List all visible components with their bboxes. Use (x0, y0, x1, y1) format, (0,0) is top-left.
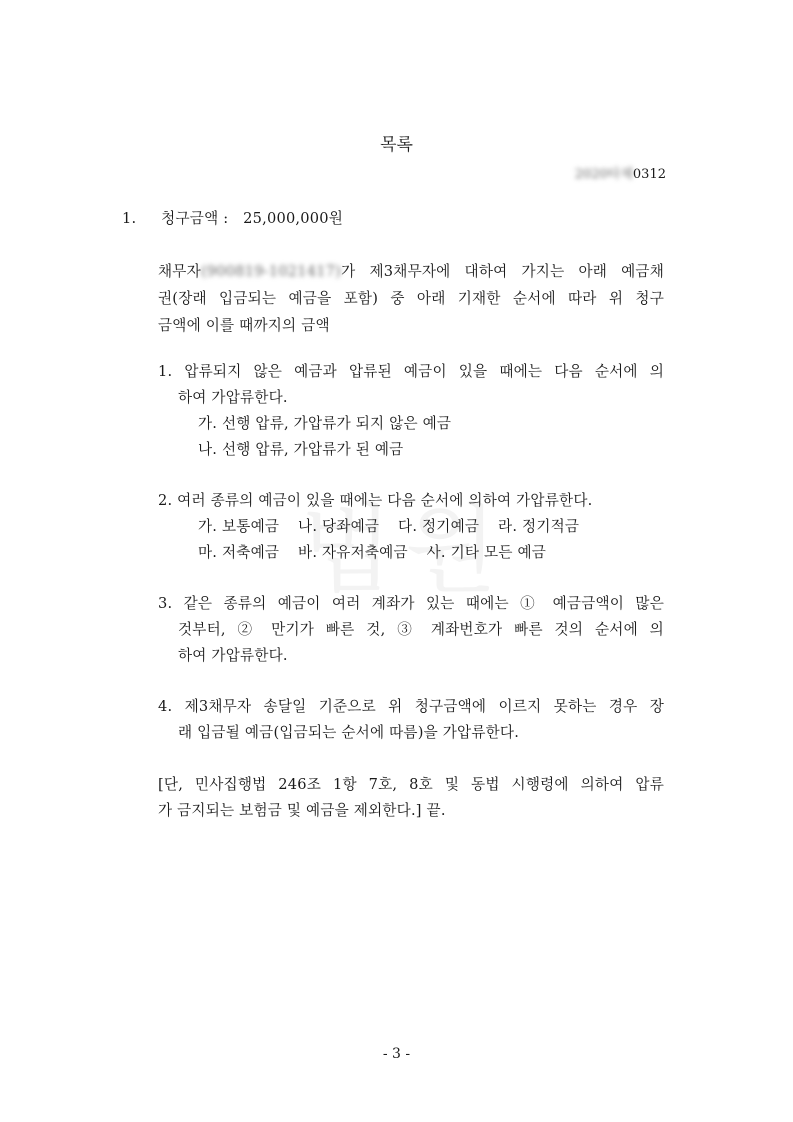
intro-line-1: 채무자(900819-1021417)가 제3채무자에 대하여 가지는 아래 예금채 (158, 263, 664, 280)
claim-amount: 25,000,000원 (243, 210, 344, 227)
claim-number: 1. (122, 210, 137, 227)
deposit-type: 마. 저축예금 (198, 544, 280, 561)
item2-line-1: 2. 여러 종류의 예금이 있을 때에는 다음 순서에 의하여 가압류한다. (158, 492, 593, 509)
item1-sub-a: 가. 선행 압류, 가압류가 되지 않은 예금 (198, 415, 452, 432)
redacted-debtor-id: (900819-1021417) (200, 263, 342, 280)
deposit-type: 가. 보통예금 (198, 518, 280, 535)
deposit-type: 라. 정기적금 (498, 518, 580, 535)
item4-line-1: 4. 제3채무자 송달일 기준으로 위 청구금액에 이르지 못하는 경우 장 (158, 698, 664, 715)
deposit-type: 바. 자유저축예금 (298, 544, 408, 561)
intro-line-3: 금액에 이를 때까지의 금액 (158, 317, 330, 334)
item3-line-1: 3. 같은 종류의 예금이 여러 계좌가 있는 때에는 ① 예금금액이 많은 (158, 595, 664, 612)
page-title: 목록 (380, 135, 413, 155)
case-number-visible: 0312 (632, 167, 666, 182)
claim-label: 청구금액 : (161, 210, 229, 227)
item2-row-2 (198, 541, 546, 562)
item1-line-1: 1. 압류되지 않은 예금과 압류된 예금이 있을 때에는 다음 순서에 의 (158, 363, 664, 380)
document-number (575, 163, 666, 182)
item3-line-3: 하여 가압류한다. (178, 647, 288, 664)
item3-line-2: 것부터, ② 만기가 빠른 것, ③ 계좌번호가 빠른 것의 순서에 의 (178, 621, 664, 638)
redacted-case-number: 2020타채 (574, 167, 633, 182)
page-number: - 3 - (382, 1046, 411, 1062)
deposit-type: 다. 정기예금 (398, 518, 480, 535)
item1-sub-b: 나. 선행 압류, 가압류가 된 예금 (198, 441, 404, 458)
claim-line (122, 207, 343, 228)
intro-line-2: 권(장래 입금되는 예금을 포함) 중 아래 기재한 순서에 따라 위 청구 (158, 290, 664, 307)
deposit-type: 사. 기타 모든 예금 (426, 544, 547, 561)
note-line-2: 가 금지되는 보험금 및 예금을 제외한다.] 끝. (158, 802, 446, 819)
item4-line-2: 래 입금될 예금(입금되는 순서에 따름)을 가압류한다. (178, 724, 520, 741)
deposit-type: 나. 당좌예금 (298, 518, 380, 535)
note-line-1: [단, 민사집행법 246조 1항 7호, 8호 및 동법 시행령에 의하여 압류 (158, 776, 664, 793)
item1-line-2: 하여 가압류한다. (178, 389, 288, 406)
item2-row-1 (198, 515, 579, 536)
